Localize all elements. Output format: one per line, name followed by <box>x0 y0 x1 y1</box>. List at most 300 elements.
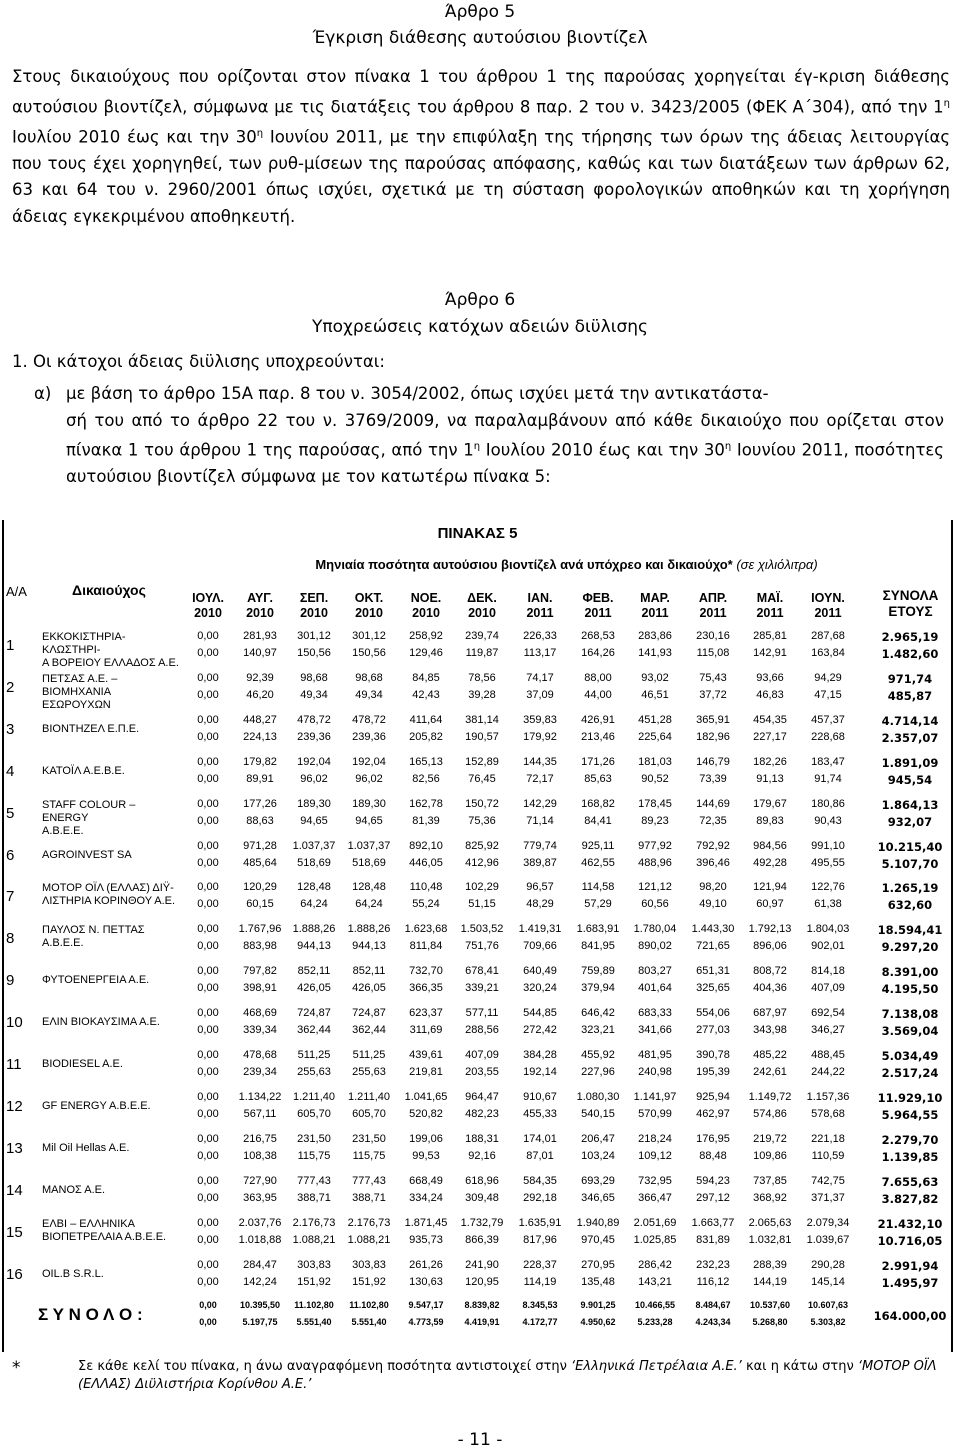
cell-lower: 462,97 <box>696 1107 730 1120</box>
cell-upper: 0,00 <box>197 1216 219 1229</box>
cell-upper: 1.037,37 <box>292 839 336 852</box>
row-number: 4 <box>6 762 15 780</box>
beneficiary-name <box>42 1184 182 1197</box>
footnote-text-italic1: ‘Ελληνικά Πετρέλαια Α.Ε.’ <box>571 1359 742 1374</box>
beneficiary-name-line: ΛΙΣΤΗΡΙΑ ΚΟΡΙΝΘΟΥ Α.Ε. <box>42 895 176 908</box>
cell-upper: 411,64 <box>409 713 443 726</box>
cell-upper: 168,82 <box>581 797 615 810</box>
row-total-lower: 1.482,60 <box>881 647 939 661</box>
month-year: 2010 <box>412 606 440 620</box>
cell-upper: 365,91 <box>696 713 730 726</box>
cell-lower: 239,34 <box>243 1066 277 1078</box>
cell-upper: 121,12 <box>638 881 672 894</box>
cell-lower: 520,82 <box>409 1107 443 1120</box>
cell-lower: 182,96 <box>696 730 730 743</box>
beneficiary-name <box>42 631 182 670</box>
month-year: 2010 <box>468 606 496 620</box>
cell-upper: 683,33 <box>638 1007 672 1020</box>
cell-lower: 203,55 <box>465 1066 499 1078</box>
cell-lower: 605,70 <box>297 1107 331 1120</box>
cell-lower: 944,13 <box>297 940 331 953</box>
beneficiary-name-line: Mil Oil Hellas A.E. <box>42 1141 130 1154</box>
cell-lower: 366,47 <box>638 1191 672 1204</box>
total-upper: 8.345,53 <box>522 1300 558 1311</box>
cell-lower: 119,87 <box>465 647 499 659</box>
cell-upper: 792,92 <box>696 839 730 852</box>
cell-lower: 81,39 <box>412 814 440 827</box>
cell-lower: 151,92 <box>297 1275 331 1288</box>
cell-upper: 724,87 <box>297 1007 331 1020</box>
cell-lower: 55,24 <box>412 898 440 911</box>
month-year: 2010 <box>355 606 383 620</box>
cell-lower: 89,83 <box>756 814 784 827</box>
cell-upper: 803,27 <box>638 965 672 978</box>
row-number: 14 <box>6 1181 23 1199</box>
beneficiary-name <box>42 1016 182 1029</box>
cell-upper: 179,82 <box>243 755 277 768</box>
table-title: ΠΙΝΑΚΑΣ 5 <box>437 525 518 542</box>
row-total-upper: 1.265,19 <box>881 881 939 896</box>
cell-lower: 99,53 <box>412 1149 440 1162</box>
cell-upper: 241,90 <box>465 1258 499 1271</box>
cell-lower: 82,56 <box>412 772 440 785</box>
article6-point-1: 1. Οι κάτοχοι άδειας διϋλισης υποχρεούνται: <box>12 352 385 371</box>
cell-upper: 121,94 <box>753 881 787 894</box>
month-header <box>802 591 854 621</box>
table-caption-unit: (σε χιλιόλιτρα) <box>732 557 818 572</box>
beneficiary-name <box>42 799 182 838</box>
cell-lower: 446,05 <box>409 856 443 869</box>
row-total-lower: 2.517,24 <box>881 1066 939 1080</box>
cell-lower: 115,75 <box>297 1149 331 1162</box>
beneficiary-name-line: ΒΙΟΜΗΧΑΝΙΑ ΕΣΩΡΟΥΧΩΝ <box>42 685 111 711</box>
beneficiary-name-line: ΜΑΝΟΣ Α.Ε. <box>42 1183 106 1196</box>
cell-upper: 991,10 <box>811 839 845 852</box>
cell-lower: 91,74 <box>814 772 842 785</box>
cell-lower: 94,65 <box>300 814 328 827</box>
cell-lower: 179,92 <box>523 730 557 743</box>
cell-lower: 841,95 <box>581 940 615 953</box>
cell-upper: 2.037,76 <box>238 1216 282 1229</box>
cell-upper: 181,03 <box>638 755 672 768</box>
cell-lower: 1.018,88 <box>238 1233 282 1246</box>
month-year: 2011 <box>756 606 784 620</box>
cell-upper: 218,24 <box>638 1132 672 1145</box>
cell-lower: 379,94 <box>581 982 615 995</box>
cell-upper: 1.041,65 <box>404 1090 448 1103</box>
cell-lower: 426,05 <box>297 982 331 995</box>
cell-upper: 288,39 <box>753 1258 787 1271</box>
cell-upper: 1.780,04 <box>633 923 677 936</box>
cell-lower: 49,34 <box>300 688 328 701</box>
cell-upper: 231,50 <box>297 1132 331 1145</box>
cell-upper: 2.176,73 <box>292 1216 336 1229</box>
cell-lower: 113,17 <box>523 647 557 659</box>
cell-lower: 39,28 <box>468 688 496 701</box>
cell-upper: 179,67 <box>753 797 787 810</box>
month-label: ΙΑΝ. <box>527 591 553 605</box>
beneficiary-name-line: ΒΙΟΝΤΗΖΕΛ Ε.Π.Ε. <box>42 722 140 735</box>
article5-text-2: Ιουλίου 2010 έως και την 30 <box>12 127 257 146</box>
cell-lower: 163,84 <box>811 647 845 659</box>
cell-lower: 75,36 <box>468 814 496 827</box>
row-number: 8 <box>6 930 15 948</box>
month-header <box>744 591 796 621</box>
cell-upper: 78,56 <box>468 671 496 684</box>
cell-lower: 91,13 <box>756 772 784 785</box>
cell-upper: 268,53 <box>581 630 615 642</box>
cell-lower: 272,42 <box>523 1024 557 1037</box>
cell-lower: 721,65 <box>696 940 730 953</box>
cell-lower: 407,09 <box>811 982 845 995</box>
cell-upper: 142,29 <box>523 797 557 810</box>
cell-upper: 646,42 <box>581 1007 615 1020</box>
cell-upper: 98,20 <box>699 881 727 894</box>
row-total-upper: 971,74 <box>887 671 933 686</box>
cell-lower: 60,15 <box>246 898 274 911</box>
cell-lower: 49,10 <box>699 898 727 911</box>
beneficiary-name-line: Α ΒΟΡΕΙΟΥ ΕΛΛΑΔΟΣ Α.Ε. <box>42 657 179 669</box>
cell-lower: 412,96 <box>465 856 499 869</box>
cell-lower: 462,55 <box>581 856 615 869</box>
cell-lower: 485,64 <box>243 856 277 869</box>
month-year: 2011 <box>641 606 669 620</box>
month-label: ΑΥΓ. <box>247 591 273 605</box>
cell-upper: 216,75 <box>243 1132 277 1145</box>
cell-lower: 883,98 <box>243 940 277 953</box>
cell-upper: 478,72 <box>297 713 331 726</box>
cell-lower: 120,95 <box>465 1275 499 1288</box>
cell-upper: 724,87 <box>352 1007 386 1020</box>
cell-upper: 468,69 <box>243 1007 277 1020</box>
cell-upper: 219,72 <box>753 1132 787 1145</box>
row-total-upper: 1.891,09 <box>881 755 939 770</box>
cell-upper: 777,43 <box>352 1174 386 1187</box>
row-total-lower: 2.357,07 <box>881 730 939 745</box>
cell-upper: 188,31 <box>465 1132 499 1145</box>
cell-lower: 205,82 <box>409 730 443 743</box>
total-lower: 5.233,28 <box>637 1317 673 1328</box>
cell-upper: 177,26 <box>243 797 277 810</box>
cell-upper: 270,95 <box>581 1258 615 1271</box>
cell-lower: 48,29 <box>526 898 554 911</box>
cell-upper: 485,22 <box>753 1049 787 1061</box>
cell-upper: 511,25 <box>352 1049 386 1061</box>
cell-upper: 281,93 <box>243 630 277 642</box>
month-label: ΜΑΡ. <box>640 591 670 605</box>
cell-upper: 93,66 <box>756 671 784 684</box>
cell-lower: 495,55 <box>811 856 845 869</box>
cell-upper: 92,39 <box>246 671 274 684</box>
cell-lower: 224,13 <box>243 730 277 743</box>
beneficiary-name-line: ΒΙΟΠΕΤΡΕΛΑΙΑ Α.Β.Ε.Ε. <box>42 1230 167 1243</box>
cell-upper: 478,68 <box>243 1049 277 1061</box>
cell-lower: 297,12 <box>696 1191 730 1204</box>
cell-lower: 114,19 <box>523 1275 557 1288</box>
cell-lower: 518,69 <box>297 856 331 869</box>
cell-lower: 388,71 <box>297 1191 331 1204</box>
col-header-total <box>868 588 953 620</box>
cell-upper: 1.443,30 <box>691 923 735 936</box>
cell-lower: 578,68 <box>811 1107 845 1120</box>
cell-lower: 141,93 <box>638 647 672 659</box>
total-upper: 9.901,25 <box>580 1300 616 1311</box>
total-lower: 5.303,82 <box>810 1317 846 1328</box>
cell-lower: 57,29 <box>584 898 612 911</box>
row-total-lower: 632,60 <box>887 898 933 913</box>
cell-upper: 381,14 <box>465 713 499 726</box>
cell-lower: 323,21 <box>581 1024 615 1037</box>
cell-upper: 286,42 <box>638 1258 672 1271</box>
month-header <box>400 591 452 621</box>
month-label: ΑΠΡ. <box>698 591 728 605</box>
cell-upper: 481,95 <box>638 1049 672 1061</box>
cell-upper: 0,00 <box>197 1258 219 1271</box>
cell-upper: 618,96 <box>465 1174 499 1187</box>
grand-total: 164.000,00 <box>873 1309 947 1324</box>
cell-upper: 0,00 <box>197 1132 219 1145</box>
cell-lower: 239,36 <box>297 730 331 743</box>
cell-lower: 309,48 <box>465 1191 499 1204</box>
point-a-sup-2: η <box>724 441 732 452</box>
row-number: 15 <box>6 1223 23 1241</box>
cell-lower: 76,45 <box>468 772 496 785</box>
cell-upper: 146,79 <box>696 755 730 768</box>
cell-lower: 115,75 <box>352 1149 386 1162</box>
cell-upper: 88,00 <box>584 671 612 684</box>
cell-lower: 64,24 <box>355 898 383 911</box>
cell-upper: 852,11 <box>297 965 331 978</box>
cell-upper: 176,95 <box>696 1132 730 1145</box>
cell-upper: 852,11 <box>352 965 386 978</box>
cell-upper: 426,91 <box>581 713 615 726</box>
cell-upper: 1.080,30 <box>576 1090 620 1103</box>
row-total-lower: 1.495,97 <box>881 1275 939 1290</box>
beneficiary-name-line: AGROINVEST SA <box>42 848 132 861</box>
cell-upper: 1.211,40 <box>347 1090 390 1103</box>
cell-upper: 120,29 <box>243 881 277 894</box>
cell-upper: 144,69 <box>696 797 730 810</box>
cell-upper: 189,30 <box>297 797 331 810</box>
cell-upper: 759,89 <box>581 965 615 978</box>
beneficiary-name <box>42 882 182 908</box>
row-total-lower: 4.195,50 <box>881 982 939 997</box>
cell-upper: 2.051,69 <box>633 1216 677 1229</box>
cell-lower: 1.025,85 <box>633 1233 677 1246</box>
cell-upper: 231,50 <box>352 1132 386 1145</box>
col-header-total-2: ΕΤΟΥΣ <box>888 604 933 619</box>
cell-upper: 732,95 <box>638 1174 672 1187</box>
cell-lower: 0,00 <box>197 856 219 869</box>
beneficiary-name-line: Α.Β.Ε.Ε. <box>42 937 84 950</box>
cell-upper: 303,83 <box>297 1258 331 1271</box>
cell-lower: 0,00 <box>197 1233 219 1246</box>
article5-text-1: Στους δικαιούχους που ορίζονται στον πίνακα 1 του άρθρου 1 της παρούσας χορηγείται έγ-κριση διάθεσης αυτούσιου βιοντίζελ, σύμφωνα με τις διατάξεις του άρθρου 8 παρ. 2 του ν. 3423/2005 (ΦΕΚ Α΄304), από την 1 <box>12 67 950 116</box>
beneficiary-name <box>42 1100 182 1113</box>
month-header <box>343 591 395 621</box>
row-total-upper: 2.279,70 <box>881 1132 939 1147</box>
cell-lower: 1.032,81 <box>748 1233 792 1246</box>
beneficiary-name-line: GF ENERGY A.B.E.E. <box>42 1099 151 1112</box>
cell-lower: 389,87 <box>523 856 557 869</box>
total-upper: 8.839,82 <box>464 1300 500 1311</box>
row-number: 5 <box>6 804 15 822</box>
cell-upper: 825,92 <box>465 839 499 852</box>
cell-lower: 72,17 <box>526 772 554 785</box>
cell-lower: 567,11 <box>243 1107 277 1120</box>
article5-paragraph <box>12 64 950 230</box>
cell-lower: 90,43 <box>814 814 842 827</box>
cell-upper: 678,41 <box>465 965 499 978</box>
cell-upper: 1.149,72 <box>748 1090 792 1103</box>
month-year: 2011 <box>699 606 727 620</box>
cell-upper: 554,06 <box>696 1007 730 1020</box>
cell-lower: 455,33 <box>523 1107 557 1120</box>
row-number: 16 <box>6 1265 23 1283</box>
month-label: ΟΚΤ. <box>354 591 384 605</box>
footnote-text <box>78 1358 948 1394</box>
cell-upper: 577,11 <box>465 1007 499 1020</box>
cell-upper: 0,00 <box>197 839 219 852</box>
cell-upper: 1.157,36 <box>806 1090 850 1103</box>
row-total-lower: 3.569,04 <box>881 1024 939 1039</box>
total-lower: 4.950,62 <box>580 1317 616 1328</box>
month-label: ΙΟΥΛ. <box>192 591 224 605</box>
row-total-lower: 9.297,20 <box>881 940 939 955</box>
row-total-upper: 10.215,40 <box>877 839 943 854</box>
row-total-lower: 10.716,05 <box>877 1233 943 1248</box>
cell-lower: 135,48 <box>581 1275 615 1288</box>
cell-upper: 964,47 <box>465 1090 499 1103</box>
cell-upper: 102,29 <box>465 881 499 894</box>
cell-lower: 192,14 <box>523 1066 557 1078</box>
cell-upper: 152,89 <box>465 755 499 768</box>
cell-upper: 651,31 <box>696 965 730 978</box>
cell-lower: 0,00 <box>197 772 219 785</box>
cell-upper: 0,00 <box>197 1007 219 1020</box>
beneficiary-name-line: ΕΛΙΝ ΒΙΟΚΑΥΣΙΜΑ Α.Ε. <box>42 1016 160 1029</box>
beneficiary-name <box>42 1268 182 1281</box>
cell-upper: 892,10 <box>409 839 443 852</box>
month-header <box>234 591 286 621</box>
total-lower: 4.243,34 <box>695 1317 731 1328</box>
total-lower: 0,00 <box>199 1317 217 1328</box>
month-year: 2010 <box>246 606 274 620</box>
cell-lower: 240,98 <box>638 1066 672 1078</box>
cell-upper: 451,28 <box>638 713 672 726</box>
row-number: 11 <box>6 1056 22 1073</box>
cell-lower: 343,98 <box>753 1024 787 1037</box>
cell-lower: 311,69 <box>409 1024 443 1037</box>
cell-upper: 0,00 <box>197 1049 219 1061</box>
cell-upper: 1.134,22 <box>238 1090 282 1103</box>
cell-upper: 114,58 <box>581 881 615 894</box>
cell-lower: 0,00 <box>197 688 219 701</box>
cell-lower: 366,35 <box>409 982 443 995</box>
cell-lower: 239,36 <box>352 730 386 743</box>
cell-lower: 1.088,21 <box>347 1233 391 1246</box>
table-caption-main: Μηνιαία ποσότητα αυτούσιου βιοντίζελ ανά υπόχρεο και δικαιούχο* <box>315 557 733 572</box>
month-label: ΜΑΪ. <box>756 591 784 605</box>
cell-lower: 37,09 <box>526 688 554 701</box>
cell-upper: 301,12 <box>352 630 386 642</box>
cell-lower: 488,96 <box>638 856 672 869</box>
cell-lower: 492,28 <box>753 856 787 869</box>
beneficiary-name <box>42 673 182 712</box>
table-5 <box>2 520 953 1352</box>
cell-lower: 142,91 <box>753 647 787 659</box>
month-year: 2011 <box>584 606 612 620</box>
month-label: ΙΟΥΝ. <box>811 591 845 605</box>
cell-upper: 623,37 <box>409 1007 443 1020</box>
beneficiary-name-line: ΕΛΒΙ – ΕΛΛΗΝΙΚΑ <box>42 1217 135 1230</box>
cell-lower: 145,14 <box>811 1275 845 1288</box>
cell-upper: 174,01 <box>523 1132 557 1145</box>
point-a-label: α) <box>34 384 52 403</box>
row-total-upper: 18.594,41 <box>877 923 943 938</box>
cell-lower: 144,19 <box>753 1275 787 1288</box>
article5-text-3: Ιουνίου 2011, με την επιφύλαξη της τήρησης των όρων της άδειας λειτουργίας που τους έχει χορηγηθεί, των ρυθ-μίσεων της παρούσας απόφασης, καθώς και των διατάξεων των άρθρων 62, 63 και 64 του ν. 2960/2001 όπως ισχύει, σχετικά με τη σύσταση φορολογικών αποθηκών και τη χορήγηση άδειας εγκεκριμένου αποθηκευτή. <box>12 127 951 226</box>
cell-upper: 779,74 <box>523 839 557 852</box>
col-header-total-1: ΣΥΝΟΛΑ <box>882 588 939 603</box>
cell-upper: 0,00 <box>197 671 219 684</box>
row-number: 9 <box>6 972 15 990</box>
cell-lower: 90,52 <box>641 772 669 785</box>
cell-upper: 797,82 <box>243 965 277 978</box>
cell-upper: 1.419,31 <box>518 923 562 936</box>
cell-upper: 478,72 <box>352 713 386 726</box>
cell-upper: 285,81 <box>753 630 787 642</box>
cell-lower: 150,56 <box>352 647 386 659</box>
cell-lower: 346,27 <box>811 1024 845 1037</box>
cell-upper: 206,47 <box>581 1132 615 1145</box>
month-header <box>687 591 739 621</box>
row-number: 13 <box>6 1139 23 1157</box>
cell-lower: 228,68 <box>811 730 845 743</box>
cell-lower: 84,41 <box>584 814 612 827</box>
cell-lower: 109,12 <box>638 1149 672 1162</box>
month-header <box>572 591 624 621</box>
beneficiary-name-line: BIODIESEL A.E. <box>42 1058 123 1070</box>
cell-upper: 727,90 <box>243 1174 277 1187</box>
cell-upper: 2.176,73 <box>347 1216 391 1229</box>
month-label: ΔΕΚ. <box>467 591 497 605</box>
cell-lower: 51,15 <box>468 898 496 911</box>
row-total-lower: 485,87 <box>887 688 933 703</box>
cell-upper: 594,23 <box>696 1174 730 1187</box>
cell-lower: 227,96 <box>581 1066 615 1078</box>
row-total-lower: 945,54 <box>887 772 933 787</box>
row-total-upper: 4.714,14 <box>881 713 939 728</box>
cell-lower: 970,45 <box>581 1233 615 1246</box>
cell-lower: 60,56 <box>641 898 669 911</box>
cell-upper: 0,00 <box>197 1174 219 1187</box>
cell-lower: 482,23 <box>465 1107 499 1120</box>
cell-lower: 277,03 <box>696 1024 730 1037</box>
month-header <box>456 591 508 621</box>
total-lower: 5.551,40 <box>296 1317 332 1328</box>
cell-upper: 1.503,52 <box>460 923 504 936</box>
point-a-line1: με βάση το άρθρο 15Α παρ. 8 του ν. 3054/2002, όπως ισχύει μετά την αντικατάστα- <box>66 384 769 403</box>
cell-lower: 0,00 <box>197 1024 219 1037</box>
cell-lower: 935,73 <box>409 1233 443 1246</box>
cell-upper: 2.065,63 <box>748 1216 792 1229</box>
cell-upper: 228,37 <box>523 1258 557 1271</box>
beneficiary-name <box>42 1058 182 1071</box>
cell-lower: 227,17 <box>753 730 787 743</box>
cell-upper: 75,43 <box>699 671 727 684</box>
cell-lower: 339,21 <box>465 982 499 995</box>
